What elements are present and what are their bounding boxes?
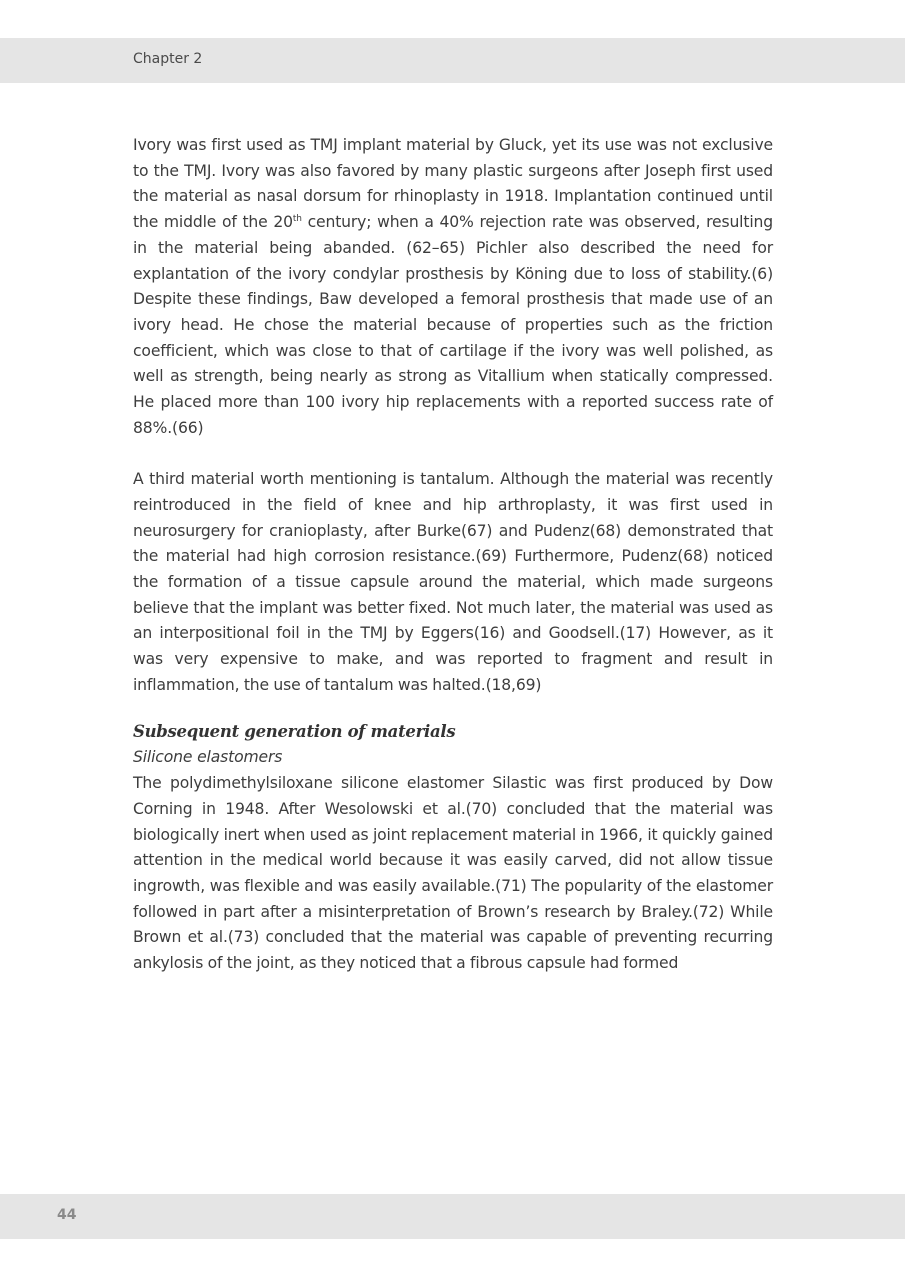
running-header: [0, 38, 905, 83]
paragraph-tantalum: A third material worth mentioning is tantalum. Although the material was recently reintroduced in the field of knee and hip arthroplasty, it was first used in neurosurgery for cranioplasty, after Burke(67) and Pudenz(68) demonstrated that the material had high corrosion resistance.(69) Furthermore, Pudenz(68) noticed the formation of a tissue capsule around the material, which made surgeons believe that the implant was better fixed. Not much later, the material was used as an interpositional foil in the TMJ by Eggers(16) and Goodsell.(17) However, as it was very expensive to make, and was reported to fragment and result in inflammation, the use of tantalum was halted.(18,69): [133, 470, 773, 694]
subheading: Silicone elastomers: [133, 748, 283, 767]
chapter-label: Chapter 2: [133, 51, 203, 67]
paragraph-ivory: [133, 133, 773, 441]
paragraph-silicone: The polydimethylsiloxane silicone elastomer Silastic was first produced by Dow Corning in 1948. After Wesolowski et al.(70) concluded that the material was biologically inert when used as joint replacement material in 1966, it quickly gained attention in the medical world because it was easily carved, did not allow tissue ingrowth, was flexible and was easily available.(71) The popularity of the elastomer followed in part after a misinterpretation of Brown’s research by Braley.(72) While Brown et al.(73) concluded that the material was capable of preventing recurring ankylosis of the joint, as they noticed that a fibrous capsule had formed: [133, 774, 773, 973]
page-number: 44: [57, 1207, 77, 1223]
paragraph-ivory-part1: Ivory was first used as TMJ implant material by Gluck, yet its use was not exclusive to the TMJ. Ivory was also favored by many plastic surgeons after Joseph first used the material as nasal dorsum for rhinoplasty in 1918. Implantation continued until the middle of the 20: [133, 136, 773, 232]
ordinal-suffix: th: [292, 214, 302, 225]
running-footer: [0, 1194, 905, 1239]
paragraph-ivory-part2: century; when a 40% rejection rate was observed, resulting in the material being abanded. (62–65) Pichler also described the need for explantation of the ivory condylar prosthesis by Köning due to loss of stability.(6) Despite these findings, Baw developed a femoral prosthesis that made use of an ivory head. He chose the material because of properties such as the friction coefficient, which was close to that of cartilage if the ivory was well polished, as well as strength, being nearly as strong as Vitallium when statically compressed. He placed more than 100 ivory hip replacements with a reported success rate of 88%.(66): [133, 213, 773, 437]
section-heading: Subsequent generation of materials: [133, 722, 456, 742]
page-body: [133, 133, 773, 977]
